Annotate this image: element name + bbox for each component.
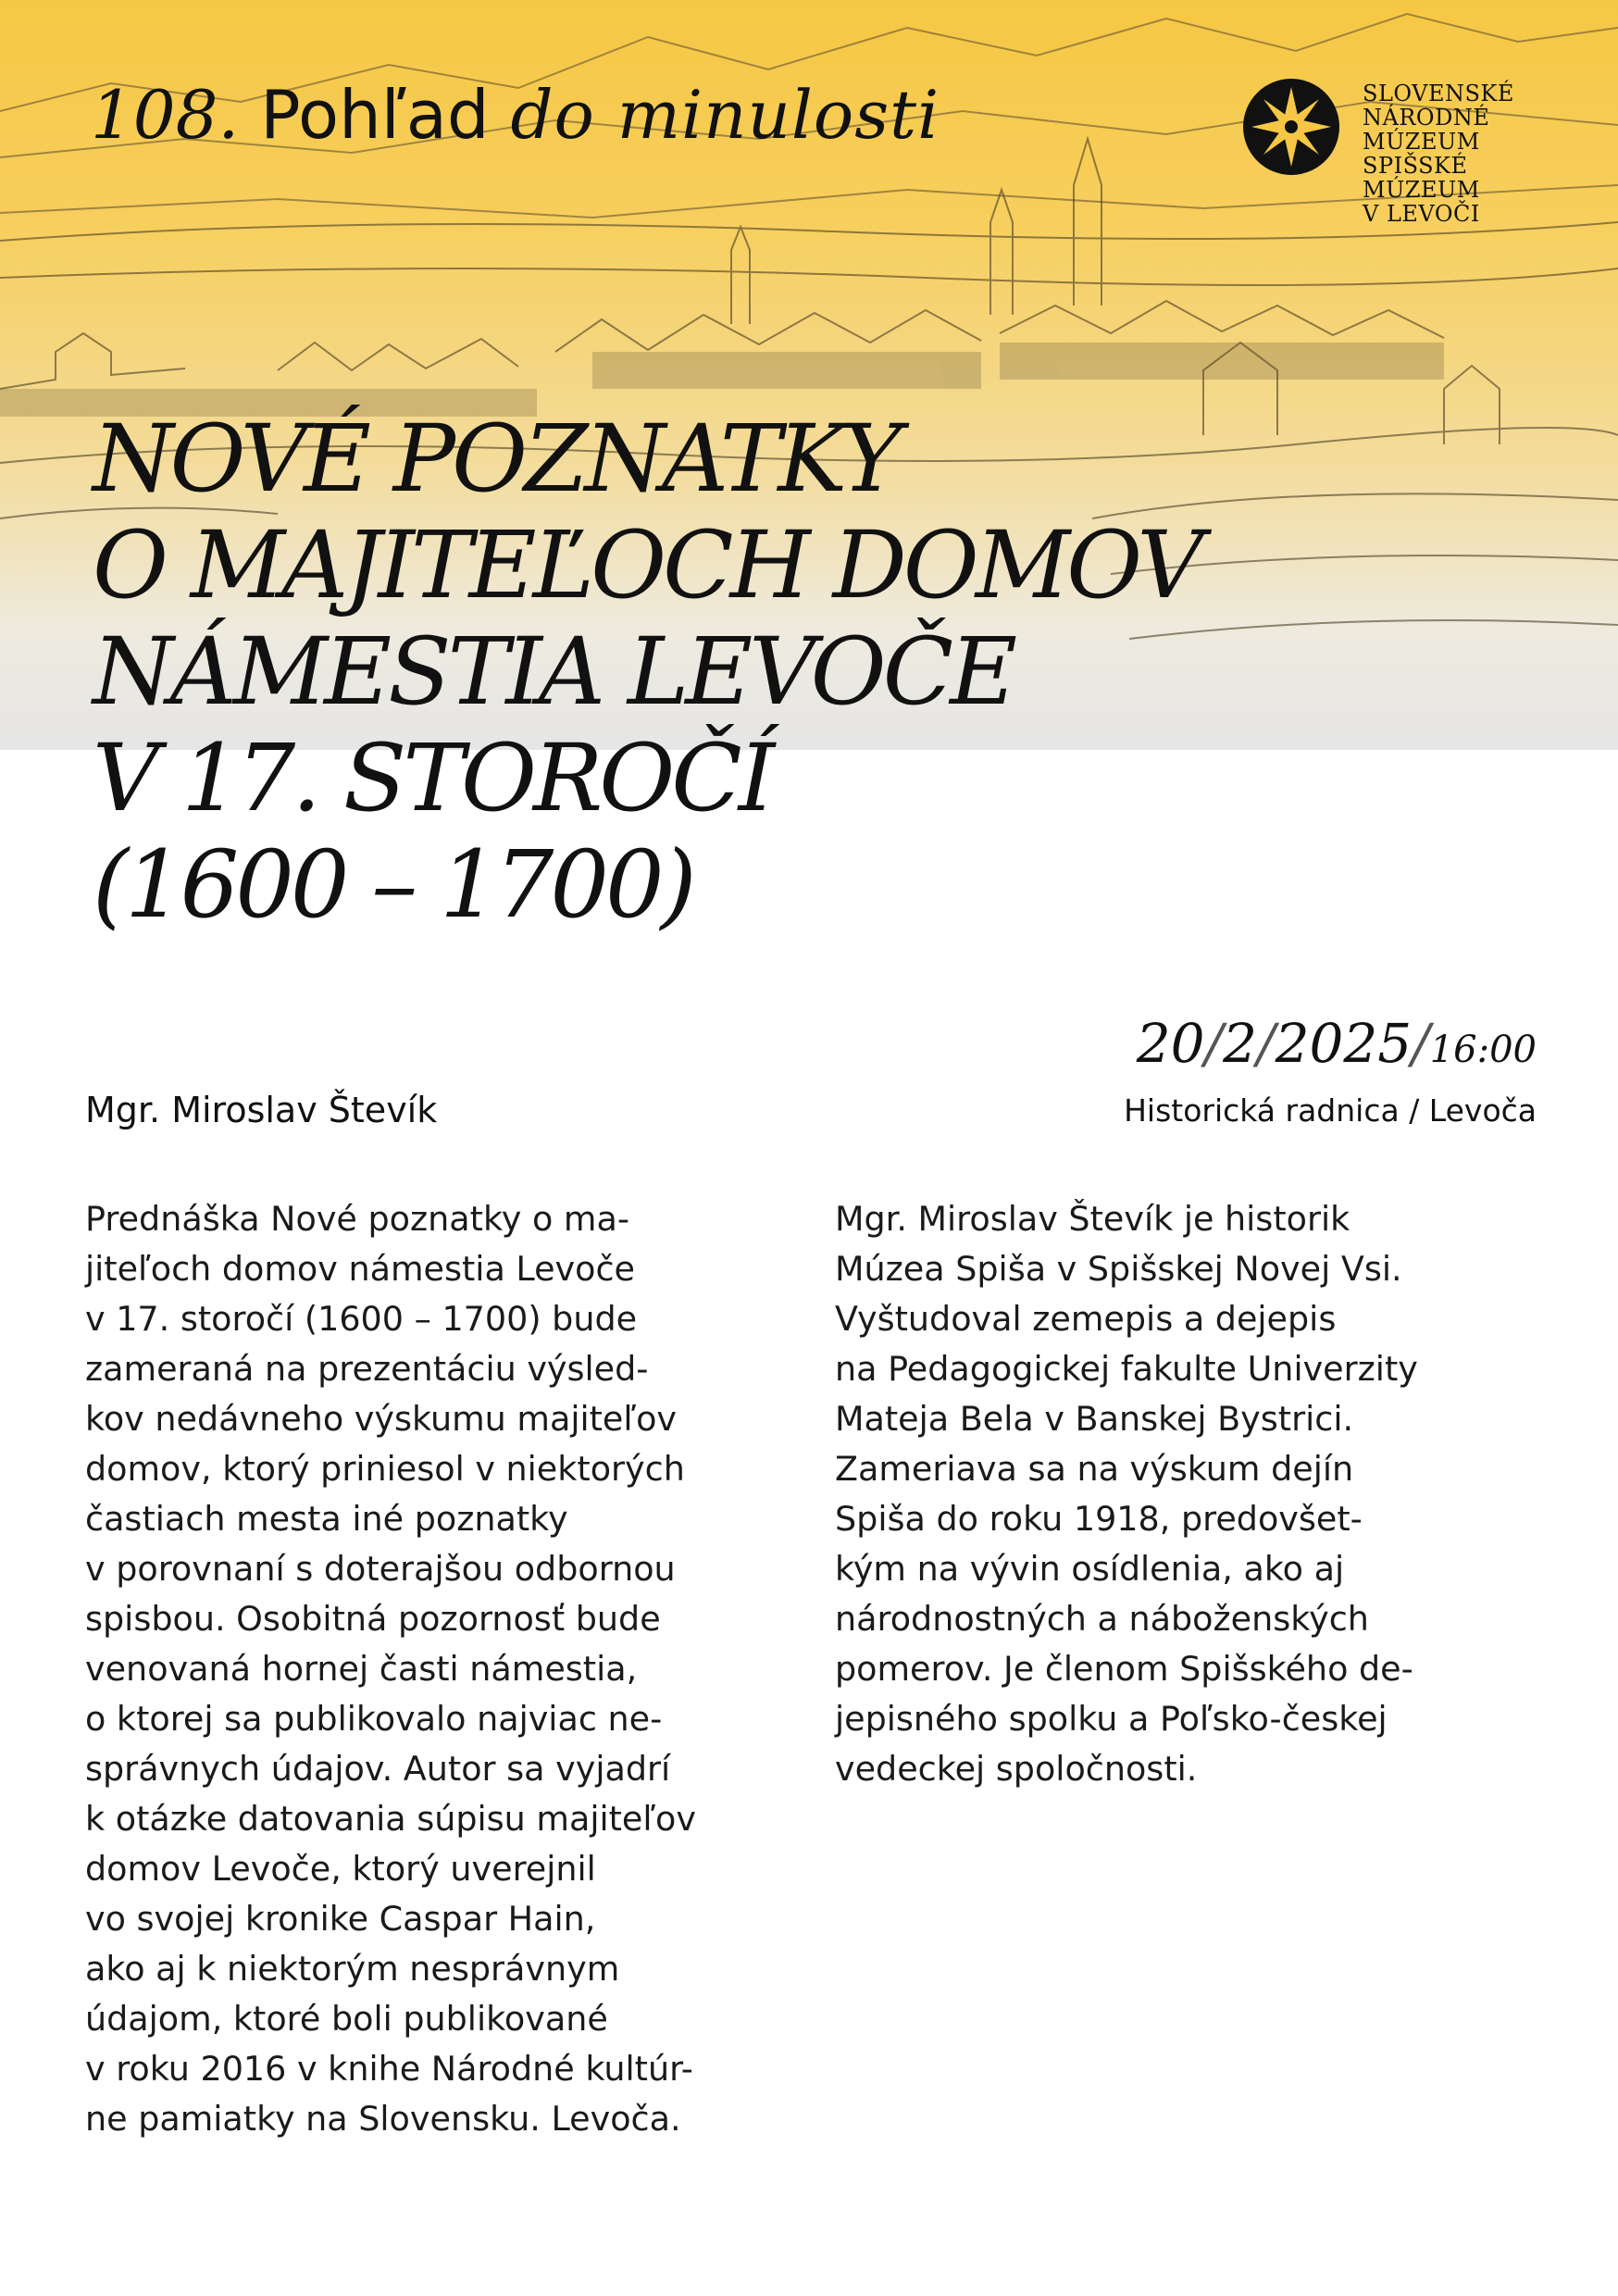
title-line: NÁMESTIA LEVOČE <box>93 618 1014 726</box>
text-line: Mateja Bela v Banskej Bystrici. <box>835 1399 1354 1439</box>
text-line: Prednáška Nové poznatky o ma- <box>85 1199 630 1239</box>
text-line: ako aj k niektorým nesprávnym <box>85 1949 620 1989</box>
series-phrase: do minulosti <box>510 76 940 154</box>
text-line: Zameriava sa na výskum dejín <box>835 1449 1354 1489</box>
series-title <box>91 76 940 154</box>
museum-logo <box>1240 76 1555 261</box>
event-year: 2025 <box>1275 1012 1413 1075</box>
text-line: Vyštudoval zemepis a dejepis <box>835 1299 1337 1339</box>
text-line: o ktorej sa publikovalo najviac ne- <box>85 1699 663 1739</box>
date-separator: / <box>1257 1012 1276 1075</box>
text-line: údajom, ktoré boli publikované <box>85 1999 608 2039</box>
event-time: 16:00 <box>1429 1029 1537 1071</box>
title-line: NOVÉ POZNATKY <box>93 405 899 513</box>
text-line: v roku 2016 v knihe Národné kultúr- <box>85 2049 693 2089</box>
text-line: k otázke datovania súpisu majiteľov <box>85 1799 696 1839</box>
speaker-name: Mgr. Miroslav Števík <box>85 1090 438 1130</box>
lecture-title <box>93 406 1611 938</box>
text-line: jiteľoch domov námestia Levoče <box>85 1249 636 1289</box>
text-line: zameraná na prezentáciu výsled- <box>85 1349 649 1389</box>
text-line: Spiša do roku 1918, predovšet- <box>835 1499 1363 1539</box>
title-line: (1600 – 1700) <box>93 830 693 939</box>
museum-name-line: V LEVOČI <box>1363 201 1480 227</box>
text-line: domov, ktorý priniesol v niektorých <box>85 1449 685 1489</box>
museum-name-line: MÚZEUM <box>1363 177 1480 203</box>
museum-name-line: NÁRODNÉ <box>1363 105 1490 131</box>
text-line: vedeckej spoločnosti. <box>835 1749 1198 1789</box>
flower-star-emblem-icon <box>1240 76 1342 178</box>
text-line: jepisného spolku a Poľsko-českej <box>835 1699 1388 1739</box>
text-line: vo svojej kronike Caspar Hain, <box>85 1899 596 1939</box>
title-line: O MAJITEĽOCH DOMOV <box>93 511 1201 619</box>
text-line: Múzea Spiša v Spišskej Novej Vsi. <box>835 1249 1402 1289</box>
title-line: V 17. STOROČÍ <box>93 724 772 832</box>
text-line: spisbou. Osobitná pozornosť bude <box>85 1599 661 1639</box>
text-line: Mgr. Miroslav Števík je historik <box>835 1199 1350 1239</box>
text-line: kov nedávneho výskumu majiteľov <box>85 1399 677 1439</box>
lecture-description <box>85 1194 826 2144</box>
speaker-bio <box>835 1194 1575 1794</box>
text-line: národnostných a náboženských <box>835 1599 1369 1639</box>
text-line: v porovnaní s doterajšou odbornou <box>85 1549 676 1589</box>
text-line: domov Levoče, ktorý uverejnil <box>85 1849 596 1889</box>
event-date <box>1137 1011 1537 1082</box>
date-separator: / <box>1412 1012 1430 1075</box>
event-day: 20 <box>1136 1012 1205 1075</box>
text-line: venovaná hornej časti námestia, <box>85 1649 638 1689</box>
text-line: správnych údajov. Autor sa vyjadrí <box>85 1749 671 1789</box>
text-line: na Pedagogickej fakulte Univerzity <box>835 1349 1418 1389</box>
museum-name-line: MÚZEUM <box>1363 129 1480 155</box>
series-number: 108. <box>91 76 240 154</box>
event-venue: Historická radnica / Levoča <box>1124 1092 1537 1129</box>
text-line: kým na vývin osídlenia, ako aj <box>835 1549 1345 1589</box>
museum-name-line: SPIŠSKÉ <box>1363 153 1468 179</box>
text-line: ne pamiatky na Slovensku. Levoča. <box>85 2099 681 2139</box>
museum-name-line: SLOVENSKÉ <box>1363 81 1514 106</box>
text-line: v 17. storočí (1600 – 1700) bude <box>85 1299 638 1339</box>
series-word: Pohľad <box>260 76 490 154</box>
event-month: 2 <box>1223 1012 1258 1075</box>
text-line: častiach mesta iné poznatky <box>85 1499 568 1539</box>
text-line: pomerov. Je členom Spišského de- <box>835 1649 1413 1689</box>
museum-name <box>1363 81 1557 226</box>
date-separator: / <box>1204 1012 1224 1075</box>
